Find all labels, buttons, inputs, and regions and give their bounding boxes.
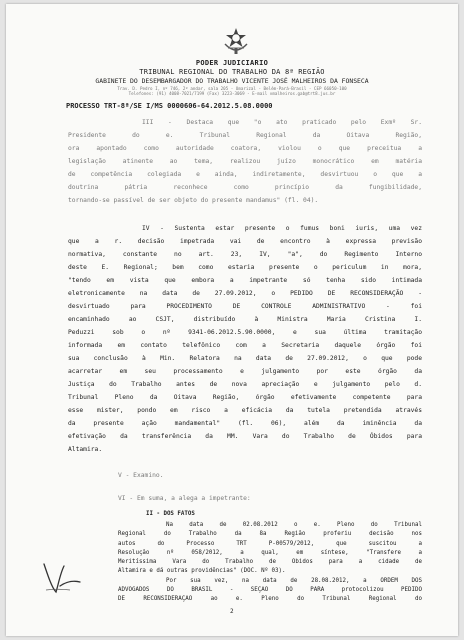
document-page [6, 4, 458, 636]
text-line: IV - Sustenta estar presente o fumus boni iuris, uma vez [142, 225, 422, 232]
text-line: informada em contato telefônico com a Secretaria daquele órgão foi [68, 342, 422, 349]
header-court-name: TRIBUNAL REGIONAL DO TRABALHO DA 8ª REGIÃO [139, 68, 325, 76]
text-line: de competência colegiada e ainda, indiretamente, desvirtuou o que a [68, 171, 422, 178]
coat-of-arms-icon [222, 26, 250, 56]
process-number: PROCESSO TRT-8ª/SE I/MS 0000606-64.2012.5.08.0000 [66, 102, 273, 110]
quote-line: Na data de 02.08.2012 o e. Pleno do Tribunal [166, 522, 422, 528]
quoted-passage [118, 521, 422, 605]
text-line: Presidente do e. Tribunal Regional da Oitava Região, [68, 132, 422, 139]
text-line: Altamira. [68, 446, 103, 453]
header-contacts: Telefones: (91) 4008-7021/7199 (Fax) 3223-3069 - E-mail vmalheiros.gab@trt8.jus.br [128, 91, 336, 96]
paragraph-v: V - Examino. [118, 472, 164, 479]
text-line: III - Destaca que "o ato praticado pelo Exmº Sr. [142, 119, 422, 126]
text-line: normativa, constante no art. 23, IV, "a", do Regimento Interno [68, 251, 422, 258]
text-line: Peduzzi sob o nº 9341-06.2012.5.90.0000, e sua última tramitação [68, 329, 422, 336]
text-line: eletronicamente na data de 27.09.2012, o PEDIDO DE RECONSIDERAÇÃO - [68, 290, 422, 297]
page-number: 2 [230, 608, 234, 615]
quote-line: autos do Processo TRT P-00579/2012, que suscitou a [118, 540, 422, 547]
text-line: deste E. Regional; bem como estaria presente o periculum in mora, [68, 264, 422, 271]
handwritten-signature-icon [40, 556, 88, 596]
quote-line: Altamira e dá outras providências" (DOC. Nº 03). [118, 568, 286, 575]
paragraph-iv [68, 222, 422, 456]
text-line: "tendo em vista que embora a impetrante só tenha sido intimada [68, 277, 422, 284]
quote-line: Por sua vez, na data de 28.08.2012, a ORDEM DOS [166, 577, 422, 584]
quote-line: DE RECONSIDERAÇÃO ao e. Pleno do Tribunal Regional do [118, 596, 422, 603]
paragraph-vi: VI - Em suma, a alega a impetrante: [118, 495, 251, 502]
paragraph-iii [68, 116, 422, 207]
text-line: legislação atinente ao tema, realizou juízo monocrático em matéria [68, 158, 422, 165]
text-line: tornando-se passível de ser objeto do presente mandamus" (fl. 04). [68, 197, 319, 204]
text-line: desvirtuado para PROCEDIMENTO DE CONTROLE ADMINISTRATIVO - foi [68, 303, 422, 310]
text-line: doutrina pátria reconhece como princípio da fungibilidade, [68, 184, 422, 191]
text-line: sua conclusão à Min. Relatora na data de 27.09.2012, o que pode [68, 355, 422, 362]
text-line: encaminhado ao CSJT, distribuído à Ministra Maria Cristina I. [68, 316, 422, 323]
quote-line: Meritíssima Vara do Trabalho de Óbidos para a cidade de [118, 559, 422, 566]
text-line: acarretar em seu processamento e julgamento por este órgão da [68, 368, 422, 375]
header-court-branch: PODER JUDICIARIO [195, 59, 269, 67]
quote-line: ADVOGADOS DO BRASIL - SEÇÃO DO PARÁ protocolizou PEDIDO [118, 587, 422, 594]
header-chamber: GABINETE DO DESEMBARGADOR DO TRABALHO VICENTE JOSÉ MALHEIROS DA FONSECA [95, 77, 369, 85]
quote-heading: II - DOS FATOS [146, 511, 195, 517]
text-line: ora apontado como autoridade coatora, violou o que preceitua a [68, 145, 422, 152]
text-line: Tribunal Pleno da Oitava Região, órgão efetivamente competente para [68, 394, 422, 401]
text-line: efetivação da transferência da MM. Vara do Trabalho de Óbidos para [68, 433, 422, 440]
quote-line: Resolução nº 058/2012, a qual, em síntese, "Transfere a [118, 549, 422, 556]
text-line: esse mister, pondo em risco a eficácia da tutela pretendida através [68, 407, 422, 414]
header-address: Trav. D. Pedro I, nº 746, 2º andar, sala 205 - Umarizal - Belém-Pará-Brasil - CEP 66050-100 [117, 86, 347, 91]
text-line: da presente ação mandamental" (fl. 06), além da iminência da [68, 420, 422, 427]
text-line: que a r. decisão impetrada vai de encontro à expressa previsão [68, 238, 422, 245]
quote-line: Regional do Trabalho da 8a Região proferiu decisão nos [118, 531, 422, 538]
text-line: Justiça do Trabalho antes de nova apreciação e julgamento pelo d. [68, 381, 422, 388]
